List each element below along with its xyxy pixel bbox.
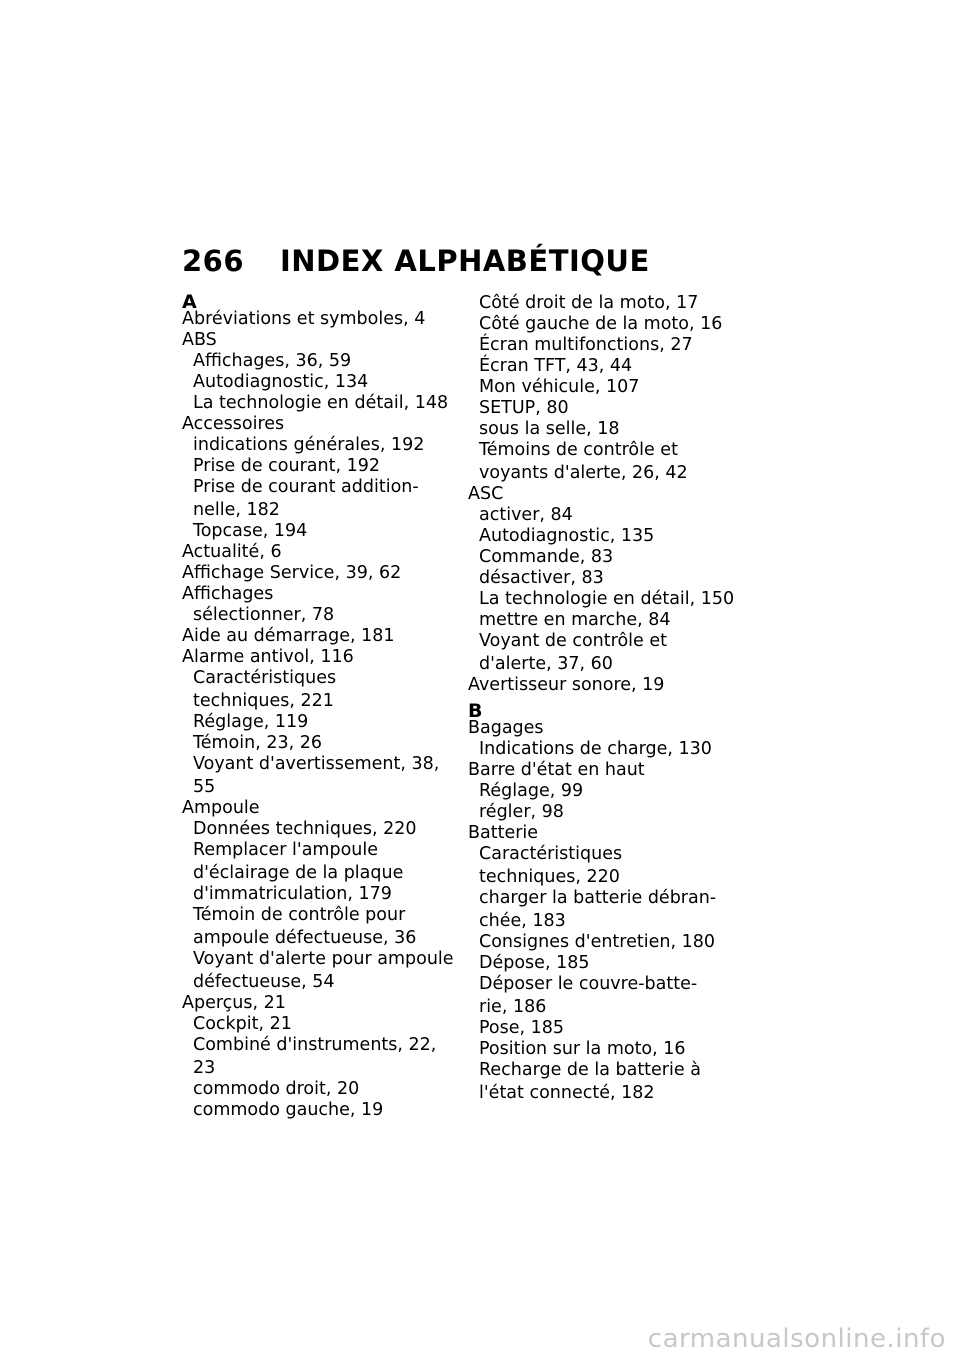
entry-text: ABS	[182, 330, 217, 350]
index-entry	[468, 823, 758, 844]
entry-text: Abréviations et symboles, 4	[182, 309, 426, 329]
entry-text: Commande, 83	[479, 547, 614, 567]
entry-text: ASC	[468, 484, 504, 504]
entry-text: Déposer le couvre-batte-	[479, 974, 698, 994]
index-subentry	[468, 844, 758, 888]
index-letter-heading	[182, 291, 472, 313]
index-subentry	[468, 610, 758, 631]
index-column-left	[182, 293, 472, 1121]
page-number: 266	[182, 244, 245, 278]
entry-text: Remplacer l'ampoule	[193, 840, 379, 860]
entry-text: Aide au démarrage, 181	[182, 626, 395, 646]
entry-text: sélectionner, 78	[193, 605, 335, 625]
entry-text: Mon véhicule, 107	[479, 377, 640, 397]
index-subentry	[468, 589, 758, 610]
index-subentry	[468, 293, 758, 314]
index-entry	[182, 309, 472, 330]
watermark[interactable]: carmanualsonline.info	[647, 1324, 946, 1354]
entry-text: d'immatriculation, 179	[193, 884, 392, 904]
entry-text: La technologie en détail, 148	[193, 393, 449, 413]
entry-continuation: ampoule défectueuse, 36	[193, 927, 417, 948]
entry-text: Prise de courant addition-	[193, 477, 419, 497]
index-entry	[182, 330, 472, 351]
entry-text: commodo droit, 20	[193, 1079, 360, 1099]
index-entry	[468, 760, 758, 781]
index-subentry	[468, 526, 758, 547]
index-entry	[182, 626, 472, 647]
index-subentry	[468, 356, 758, 377]
index-subentry	[468, 739, 758, 760]
index-subentry	[468, 568, 758, 589]
entry-text: Caractéristiques	[479, 844, 623, 864]
entry-text: Affichage Service, 39, 62	[182, 563, 402, 583]
index-entry	[182, 798, 472, 819]
entry-text: Voyant d'avertissement, 38,	[193, 754, 440, 774]
index-subentry	[182, 1035, 472, 1079]
index-entry	[468, 675, 758, 696]
index-subentry	[182, 393, 472, 414]
index-entry	[182, 647, 472, 668]
entry-text: Actualité, 6	[182, 542, 282, 562]
entry-text: Pose, 185	[479, 1018, 565, 1038]
index-subentry	[182, 905, 472, 949]
entry-continuation: nelle, 182	[193, 499, 280, 520]
index-entry	[182, 584, 472, 605]
index-subentry	[182, 733, 472, 754]
entry-text: Indications de charge, 130	[479, 739, 712, 759]
index-subentry	[468, 1039, 758, 1060]
entry-text: Affichages	[182, 584, 274, 604]
index-entry	[468, 718, 758, 739]
entry-continuation: techniques, 220	[479, 866, 620, 887]
entry-text: Barre d'état en haut	[468, 760, 645, 780]
index-subentry	[182, 456, 472, 477]
index-subentry	[468, 440, 758, 484]
index-subentry	[468, 1018, 758, 1039]
entry-text: Caractéristiques	[193, 668, 337, 688]
entry-text: Topcase, 194	[193, 521, 308, 541]
index-subentry	[182, 1100, 472, 1121]
index-subentry	[182, 477, 472, 521]
entry-text: Affichages, 36, 59	[193, 351, 352, 371]
index-subentry	[468, 419, 758, 440]
entry-text: Cockpit, 21	[193, 1014, 292, 1034]
page-title	[182, 241, 650, 281]
entry-text: Alarme antivol, 116	[182, 647, 354, 667]
entry-continuation: techniques, 221	[193, 690, 334, 711]
entry-text: désactiver, 83	[479, 568, 604, 588]
index-subentry	[468, 953, 758, 974]
index-subentry	[468, 398, 758, 419]
index-subentry	[182, 372, 472, 393]
index-subentry	[182, 754, 472, 798]
index-subentry	[468, 932, 758, 953]
entry-text: Accessoires	[182, 414, 285, 434]
index-subentry	[182, 605, 472, 626]
index-subentry	[182, 884, 472, 905]
entry-text: Données techniques, 220	[193, 819, 417, 839]
entry-text: Écran multifonctions, 27	[479, 335, 693, 355]
index-letter-heading	[468, 700, 758, 722]
entry-text: Recharge de la batterie à	[479, 1060, 701, 1080]
entry-text: Dépose, 185	[479, 953, 590, 973]
entry-text: sous la selle, 18	[479, 419, 620, 439]
index-title: INDEX ALPHABÉTIQUE	[280, 244, 650, 278]
entry-text: Témoin de contrôle pour	[193, 905, 406, 925]
index-subentry	[468, 974, 758, 1018]
index-subentry	[468, 377, 758, 398]
index-entry	[182, 563, 472, 584]
entry-text: Combiné d'instruments, 22,	[193, 1035, 437, 1055]
index-subentry	[182, 949, 472, 993]
entry-continuation: défectueuse, 54	[193, 971, 335, 992]
entry-text: Avertisseur sonore, 19	[468, 675, 665, 695]
entry-text: Écran TFT, 43, 44	[479, 356, 633, 376]
entry-text: Voyant d'alerte pour ampoule	[193, 949, 454, 969]
entry-text: Autodiagnostic, 134	[193, 372, 369, 392]
entry-text: Côté droit de la moto, 17	[479, 293, 699, 313]
entry-text: régler, 98	[479, 802, 564, 822]
entry-continuation: voyants d'alerte, 26, 42	[479, 462, 688, 483]
entry-continuation: d'éclairage de la plaque	[193, 862, 404, 883]
index-subentry	[182, 1014, 472, 1035]
index-subentry	[468, 888, 758, 932]
entry-continuation: l'état connecté, 182	[479, 1082, 655, 1103]
entry-text: Prise de courant, 192	[193, 456, 381, 476]
index-subentry	[182, 1079, 472, 1100]
entry-text: SETUP, 80	[479, 398, 569, 418]
index-column-right	[468, 293, 758, 1104]
entry-text: Autodiagnostic, 135	[479, 526, 655, 546]
entry-text: Témoins de contrôle et	[479, 440, 678, 460]
entry-text: charger la batterie débran-	[479, 888, 717, 908]
index-subentry	[468, 781, 758, 802]
entry-text: indications générales, 192	[193, 435, 425, 455]
entry-text: Position sur la moto, 16	[479, 1039, 686, 1059]
entry-text: Témoin, 23, 26	[193, 733, 322, 753]
entry-text: mettre en marche, 84	[479, 610, 671, 630]
index-subentry	[468, 314, 758, 335]
index-subentry	[182, 819, 472, 840]
entry-continuation: 55	[193, 776, 216, 797]
entry-text: Réglage, 119	[193, 712, 309, 732]
entry-text: commodo gauche, 19	[193, 1100, 384, 1120]
entry-text: Ampoule	[182, 798, 260, 818]
entry-continuation: rie, 186	[479, 996, 547, 1017]
index-subentry	[182, 521, 472, 542]
index-subentry	[182, 840, 472, 884]
entry-text: Consignes d'entretien, 180	[479, 932, 715, 952]
index-subentry	[182, 712, 472, 733]
entry-continuation: chée, 183	[479, 910, 566, 931]
entry-text: B	[468, 700, 483, 722]
entry-text: Aperçus, 21	[182, 993, 286, 1013]
index-entry	[182, 542, 472, 563]
entry-continuation: d'alerte, 37, 60	[479, 653, 613, 674]
index-subentry	[182, 668, 472, 712]
index-subentry	[182, 351, 472, 372]
index-entry	[182, 993, 472, 1014]
entry-text: Réglage, 99	[479, 781, 584, 801]
index-subentry	[468, 547, 758, 568]
index-entry	[468, 484, 758, 505]
index-entry	[182, 414, 472, 435]
entry-continuation: 23	[193, 1057, 216, 1078]
entry-text: Voyant de contrôle et	[479, 631, 667, 651]
entry-text: Côté gauche de la moto, 16	[479, 314, 723, 334]
index-subentry	[468, 802, 758, 823]
entry-text: Bagages	[468, 718, 544, 738]
index-subentry	[468, 631, 758, 675]
entry-text: activer, 84	[479, 505, 573, 525]
index-subentry	[468, 505, 758, 526]
entry-text: La technologie en détail, 150	[479, 589, 735, 609]
index-subentry	[468, 335, 758, 356]
index-subentry	[182, 435, 472, 456]
entry-text: A	[182, 291, 197, 313]
index-subentry	[468, 1060, 758, 1104]
entry-text: Batterie	[468, 823, 539, 843]
